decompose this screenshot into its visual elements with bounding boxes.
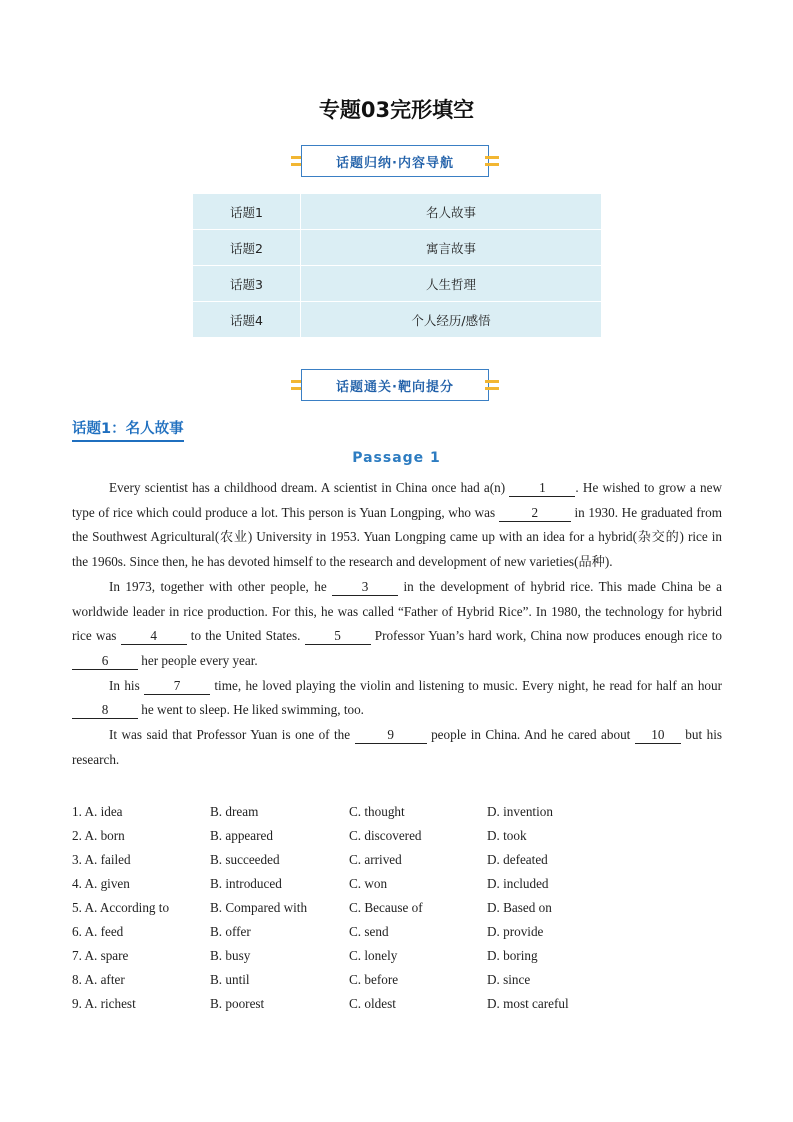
blank-4: 4 [121, 628, 187, 645]
option-a: 9. A. richest [72, 996, 136, 1011]
banner-text: 话题通关·靶向提分 [301, 369, 489, 401]
paragraph: It was said that Professor Yuan is one of the 9 people in China. And he cared about 10 but his research. [72, 727, 723, 767]
option-row [72, 992, 722, 1016]
option-b: B. introduced [210, 876, 282, 891]
option-a: 2. A. born [72, 828, 125, 843]
topic-name: 寓言故事 [301, 230, 602, 266]
blank-10: 10 [635, 727, 681, 744]
option-b: B. succeeded [210, 852, 280, 867]
passage-title: Passage 1 [352, 450, 441, 466]
topic-table [193, 194, 601, 338]
option-c: C. oldest [349, 996, 396, 1011]
paragraph: In his 7 time, he loved playing the violin and listening to music. Every night, he read for half an hour 8 he went to sleep. He liked swimming, too. [72, 674, 722, 723]
right-bar-decoration-icon [484, 377, 500, 393]
option-d: D. provide [487, 924, 544, 939]
table-row [193, 266, 601, 302]
option-d: D. since [487, 972, 531, 987]
option-row [72, 872, 722, 896]
table-row [193, 194, 601, 230]
option-d: D. invention [487, 804, 553, 819]
option-a: 1. A. idea [72, 804, 123, 819]
paragraph: In 1973, together with other people, he 3 in the development of hybrid rice. This made China be a worldwide leader in rice production. For this, he was called “Father of Hybrid Rice”. In 1980, the technology for hybrid rice was 4 to the United States. 5 Professor Yuan’s hard work, China now produces enough rice to 6 her people every year. [72, 578, 723, 668]
right-bar-decoration-icon [484, 153, 500, 169]
banner-text: 话题归纳·内容导航 [301, 145, 489, 177]
option-c: C. thought [349, 804, 405, 819]
option-row [72, 800, 722, 824]
topic-name: 个人经历/感悟 [301, 302, 602, 338]
practice-banner [290, 369, 500, 403]
paragraph: Every scientist has a childhood dream. A scientist in China once had a(n) 1 . He wished to grow a new type of rice which could produce a lot. This person is Yuan Longping, who was 2 in 1930. He graduated from the Southwest Agricultural(农业) University in 1953. Yuan Longping came up with an idea for a hybrid(杂交的) rice in the 1960s. Since then, he has devoted himself to the research and development of new varieties(品种). [72, 480, 723, 570]
option-d: D. included [487, 876, 549, 891]
section-heading: 话题1：名人故事 [72, 417, 184, 442]
option-row [72, 968, 722, 992]
blank-7: 7 [144, 678, 210, 695]
blank-9: 9 [355, 727, 427, 744]
table-row [193, 302, 601, 338]
option-a: 5. A. According to [72, 900, 170, 915]
option-b: B. Compared with [210, 900, 308, 915]
blank-2: 2 [499, 505, 571, 522]
option-c: C. discovered [349, 828, 422, 843]
option-b: B. until [210, 972, 250, 987]
option-d: D. most careful [487, 996, 569, 1011]
topic-label: 话题2 [193, 230, 301, 266]
option-a: 4. A. given [72, 876, 130, 891]
option-row [72, 944, 722, 968]
option-row [72, 848, 722, 872]
option-d: D. defeated [487, 852, 548, 867]
option-c: C. arrived [349, 852, 402, 867]
topic-label: 话题1 [193, 194, 301, 230]
topic-label: 话题3 [193, 266, 301, 302]
blank-6: 6 [72, 653, 138, 670]
option-d: D. boring [487, 948, 538, 963]
topic-overview-banner [290, 145, 500, 179]
option-b: B. poorest [210, 996, 265, 1011]
topic-name: 名人故事 [301, 194, 602, 230]
option-c: C. send [349, 924, 389, 939]
blank-1: 1 [509, 480, 575, 497]
topic-label: 话题4 [193, 302, 301, 338]
option-d: D. Based on [487, 900, 552, 915]
option-row [72, 920, 722, 944]
option-b: B. busy [210, 948, 251, 963]
option-c: C. lonely [349, 948, 398, 963]
option-b: B. appeared [210, 828, 273, 843]
blank-8: 8 [72, 702, 138, 719]
passage-body [72, 476, 722, 772]
option-d: D. took [487, 828, 527, 843]
answer-options [72, 800, 722, 1016]
option-row [72, 896, 722, 920]
option-a: 6. A. feed [72, 924, 124, 939]
option-a: 7. A. spare [72, 948, 129, 963]
option-a: 8. A. after [72, 972, 125, 987]
table-row [193, 230, 601, 266]
option-a: 3. A. failed [72, 852, 131, 867]
option-row [72, 824, 722, 848]
topic-name: 人生哲理 [301, 266, 602, 302]
option-c: C. Because of [349, 900, 423, 915]
page-title: 专题03完形填空 [318, 98, 475, 122]
blank-5: 5 [305, 628, 371, 645]
option-b: B. offer [210, 924, 251, 939]
option-b: B. dream [210, 804, 259, 819]
blank-3: 3 [332, 579, 398, 596]
option-c: C. before [349, 972, 399, 987]
option-c: C. won [349, 876, 388, 891]
